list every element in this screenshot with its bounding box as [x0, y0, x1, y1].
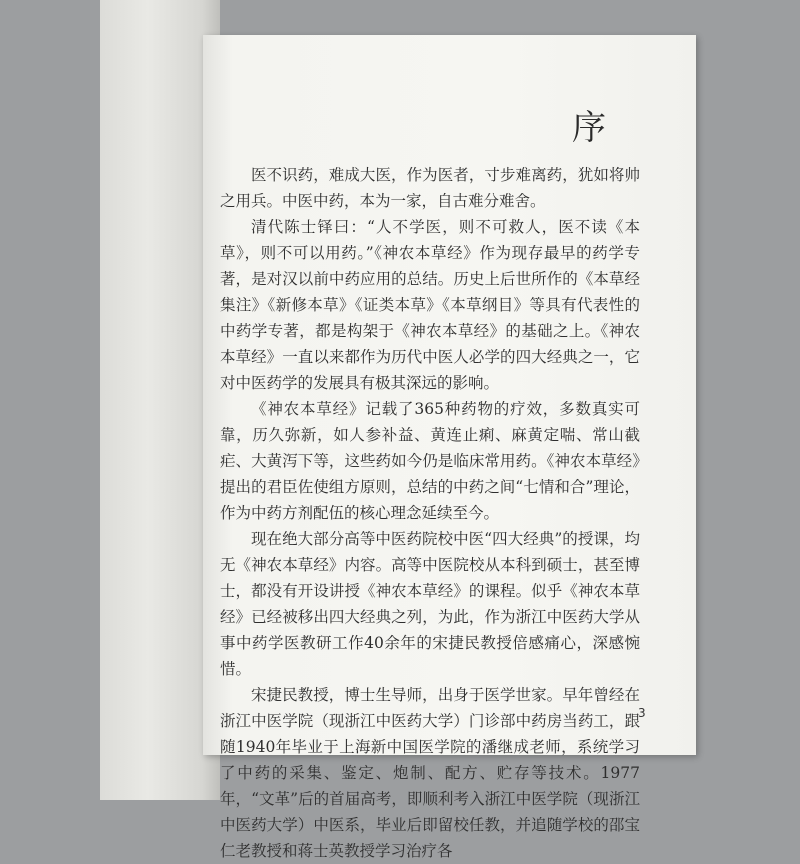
facing-page-edge: [100, 0, 220, 800]
paragraph: 现在绝大部分高等中医药院校中医“四大经典”的授课，均无《神农本草经》内容。高等中医院校从本科到硕士，甚至博士，都没有开设讲授《神农本草经》的课程。似乎《神农本草经》已经被移出四大经典之列，为此，作为浙江中医药大学从事中药学医教研工作40余年的宋捷民教授倍感痛心，深感惋惜。: [220, 530, 640, 678]
body-text: [220, 162, 640, 864]
paragraph: 医不识药，难成大医，作为医者，寸步难离药，犹如将帅之用兵。中医中药，本为一家，自古难分难舍。: [220, 166, 640, 210]
page-number: 3: [638, 706, 646, 720]
paragraph: 《神农本草经》记载了365种药物的疗效，多数真实可靠，历久弥新，如人参补益、黄连止痢、麻黄定喘、常山截疟、大黄泻下等，这些药如今仍是临床常用药。《神农本草经》提出的君臣佐使组方原则，总结的中药之间“七情和合”理论，作为中药方剂配伍的核心理念延续至今。: [220, 400, 640, 522]
paragraph: 清代陈士铎曰：“人不学医，则不可救人，医不读《本草》，则不可以用药。”《神农本草经》作为现存最早的药学专著，是对汉以前中药应用的总结。历史上后世所作的《本草经集注》《新修本草》《证类本草》《本草纲目》等具有代表性的中药学专著，都是构架于《神农本草经》的基础之上。《神农本草经》一直以来都作为历代中医人必学的四大经典之一，它对中医药学的发展具有极其深远的影响。: [220, 218, 640, 392]
page-title: 序: [572, 108, 606, 148]
paragraph: 宋捷民教授，博士生导师，出身于医学世家。早年曾经在浙江中医学院（现浙江中医药大学）门诊部中药房当药工，跟随1940年毕业于上海新中国医学院的潘继成老师，系统学习了中药的采集、鉴定、炮制、配方、贮存等技术。1977年，“文革”后的首届高考，即顺利考入浙江中医学院（现浙江中医药大学）中医系，毕业后即留校任教，并追随学校的邵宝仁老教授和蒋士英教授学习治疗各: [220, 686, 640, 860]
